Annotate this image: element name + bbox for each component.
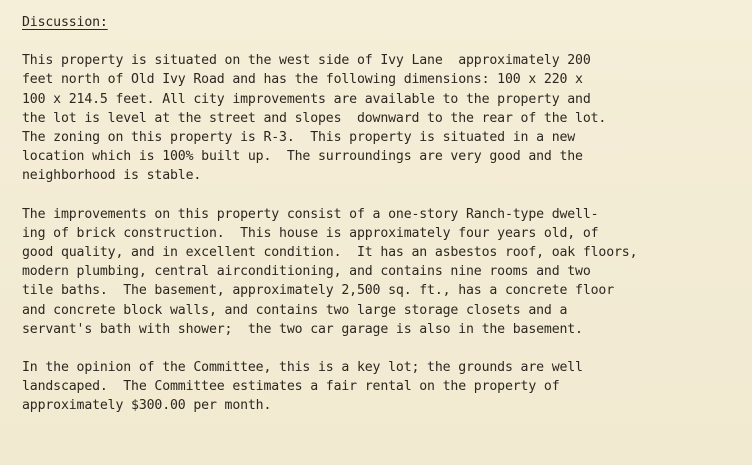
paragraph-line: the lot is level at the street and slopes downward to the rear of the lot. [22,110,607,126]
paragraph-line: servant's bath with shower; the two car garage is also in the basement. [22,321,583,337]
paragraph-line: and concrete block walls, and contains two large storage closets and a [22,302,568,318]
paragraph-line: The improvements on this property consist of a one-story Ranch-type dwell- [22,206,599,222]
paragraph-line: good quality, and in excellent condition. It has an asbestos roof, oak floors, [22,245,638,261]
paragraph-committee-opinion [22,358,732,416]
paragraph-improvements [22,205,732,339]
paragraph-line: neighborhood is stable. [22,168,202,184]
paragraph-line: This property is situated on the west side of Ivy Lane approximately 200 [22,53,591,69]
paragraph-line: In the opinion of the Committee, this is a key lot; the grounds are well [22,360,583,376]
paragraph-line: feet north of Old Ivy Road and has the following dimensions: 100 x 220 x [22,72,583,88]
paragraph-line: modern plumbing, central airconditioning, and contains nine rooms and two [22,264,591,280]
paragraph-property-location [22,51,732,185]
paragraph-line: approximately $300.00 per month. [22,398,272,414]
paragraph-line: tile baths. The basement, approximately 2,500 sq. ft., has a concrete floor [22,283,615,299]
paragraph-line: landscaped. The Committee estimates a fair rental on the property of [22,379,560,395]
paragraph-line: location which is 100% built up. The surroundings are very good and the [22,149,583,165]
paragraph-line: 100 x 214.5 feet. All city improvements are available to the property and [22,91,591,107]
paragraph-line: ing of brick construction. This house is approximately four years old, of [22,225,599,241]
section-heading: Discussion: [22,15,108,30]
paragraph-line: The zoning on this property is R-3. This property is situated in a new [22,130,576,146]
